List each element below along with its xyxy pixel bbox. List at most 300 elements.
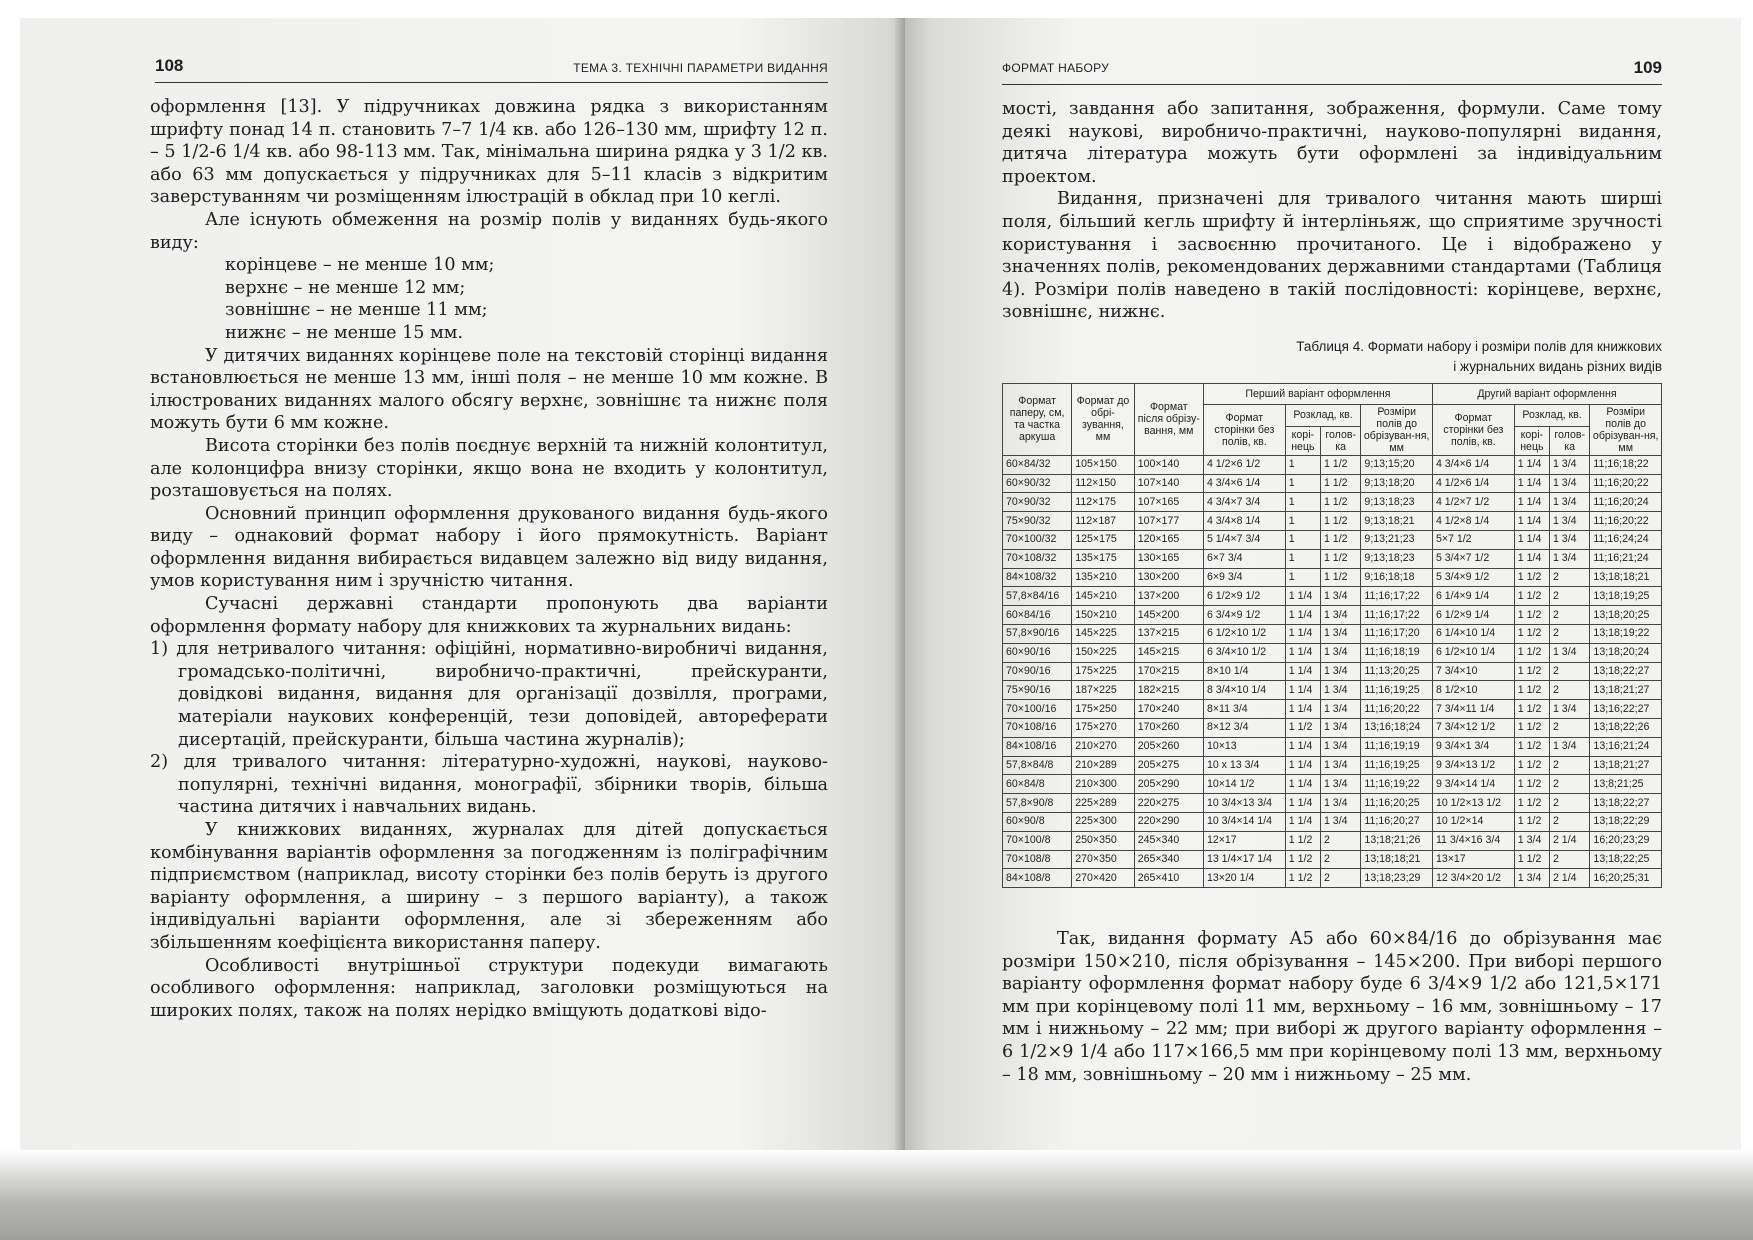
table-cell: 150×210 [1072, 606, 1134, 625]
table-cell: 5 3/4×7 1/2 [1432, 549, 1514, 568]
table-cell: 1 [1285, 455, 1320, 474]
table-cell: 1 1/4 [1285, 700, 1320, 719]
table-cell: 13;18;22;25 [1590, 850, 1662, 869]
table-cell: 11;16;19;25 [1361, 756, 1433, 775]
table-cell: 60×84/16 [1003, 606, 1072, 625]
table-cell: 9;13;18;20 [1361, 474, 1433, 493]
table-cell: 135×210 [1072, 568, 1134, 587]
table-cell: 1 1/4 [1285, 624, 1320, 643]
table-body [1003, 455, 1662, 887]
table-cell: 1 1/4 [1285, 606, 1320, 625]
table-cell: 4 1/2×7 1/2 [1432, 493, 1514, 512]
table-cell: 75×90/16 [1003, 681, 1072, 700]
table-cell: 1 1/2 [1285, 718, 1320, 737]
table-cell: 1 1/4 [1285, 812, 1320, 831]
table-cell: 2 [1549, 662, 1589, 681]
table-cell: 4 1/2×6 1/4 [1432, 474, 1514, 493]
table-row [1003, 869, 1662, 888]
table-cell: 1 1/4 [1285, 587, 1320, 606]
table-cell: 11;16;17;20 [1361, 624, 1433, 643]
table-cell: 1 [1285, 530, 1320, 549]
left-page [20, 18, 915, 1168]
numbered-item: 1) для нетривалого читання: офіційні, нормативно-виробничі видання, громадсько-політичні, виробничо-практичні, прейскуранти, довідкові видання, видання для організації дозвілля, програми, матеріали наукових конференцій, тези доповідей, автореферати дисертацій, прейскуранти, більша частина журналів); [150, 639, 828, 750]
table-row [1003, 474, 1662, 493]
table-cell: 75×90/32 [1003, 512, 1072, 531]
table-cell: 135×175 [1072, 549, 1134, 568]
table-cell: 70×108/16 [1003, 718, 1072, 737]
table-cell: 6 1/4×9 1/4 [1432, 587, 1514, 606]
table-cell: 10 1/2×14 [1432, 812, 1514, 831]
column-header: Розклад, кв. [1285, 404, 1361, 426]
table-cell: 13 1/4×17 1/4 [1203, 850, 1285, 869]
table-cell: 1 1/2 [1320, 568, 1360, 587]
table-cell: 4 3/4×6 1/4 [1203, 474, 1285, 493]
table-cell: 13;18;18;21 [1361, 850, 1433, 869]
table-cell: 4 3/4×7 3/4 [1203, 493, 1285, 512]
list-item: зовнішнє – не менше 11 мм; [225, 300, 488, 321]
table-cell: 4 1/2×6 1/2 [1203, 455, 1285, 474]
table-cell: 107×140 [1134, 474, 1203, 493]
table-cell: 1 3/4 [1320, 606, 1360, 625]
table-cell: 5 1/4×7 3/4 [1203, 530, 1285, 549]
table-cell: 11 3/4×16 3/4 [1432, 831, 1514, 850]
table-cell: 170×240 [1134, 700, 1203, 719]
table-cell: 2 1/4 [1549, 869, 1589, 888]
table-cell: 5×7 1/2 [1432, 530, 1514, 549]
table-cell: 70×100/8 [1003, 831, 1072, 850]
table-cell: 130×200 [1134, 568, 1203, 587]
table-row [1003, 455, 1662, 474]
table-cell: 265×340 [1134, 850, 1203, 869]
column-header: голов-ка [1549, 426, 1589, 455]
table-cell: 9;13;21;23 [1361, 530, 1433, 549]
table-cell: 1 1/2 [1514, 587, 1549, 606]
table-cell: 112×150 [1072, 474, 1134, 493]
table-row [1003, 587, 1662, 606]
table-cell: 8×11 3/4 [1203, 700, 1285, 719]
table-cell: 13;18;22;27 [1590, 662, 1662, 681]
table-row [1003, 737, 1662, 756]
list-item: нижнє – не менше 15 мм. [225, 322, 464, 343]
table-cell: 11;16;19;22 [1361, 775, 1433, 794]
table-cell: 13;8;21;25 [1590, 775, 1662, 794]
table-cell: 9;13;18;23 [1361, 493, 1433, 512]
table-cell: 11;16;18;19 [1361, 643, 1433, 662]
table-cell: 11;16;20;22 [1361, 700, 1433, 719]
table-row [1003, 512, 1662, 531]
margin-list [225, 254, 828, 344]
table-cell: 1 1/4 [1514, 474, 1549, 493]
table-cell: 1 [1285, 568, 1320, 587]
table-row [1003, 568, 1662, 587]
table-cell: 13;18;19;22 [1590, 624, 1662, 643]
table-cell: 137×200 [1134, 587, 1203, 606]
table-cell: 1 [1285, 549, 1320, 568]
table-cell: 112×187 [1072, 512, 1134, 531]
table-cell: 105×150 [1072, 455, 1134, 474]
column-header: Формат до обрі-зування, мм [1072, 384, 1134, 456]
table-cell: 2 [1549, 812, 1589, 831]
table-cell: 2 [1549, 681, 1589, 700]
table-cell: 57,8×90/16 [1003, 624, 1072, 643]
table-cell: 187×225 [1072, 681, 1134, 700]
numbered-item: 2) для тривалого читання: літературно-художні, наукові, науково-популярні, технічні видання, монографії, збірники творів, більша частина дитячих і навчальних видань. [150, 752, 828, 818]
table-cell: 1 1/2 [1514, 643, 1549, 662]
table-cell: 2 [1549, 775, 1589, 794]
table-cell: 1 3/4 [1320, 624, 1360, 643]
table-cell: 1 1/4 [1285, 737, 1320, 756]
table-cell: 1 3/4 [1549, 549, 1589, 568]
table-cell: 10 x 13 3/4 [1203, 756, 1285, 775]
table-cell: 1 1/2 [1285, 869, 1320, 888]
table-cell: 60×90/8 [1003, 812, 1072, 831]
paragraph: Сучасні державні стандарти пропонують два варіанти оформлення формату набору для книжкових та журнальних видань: [150, 594, 828, 637]
table-row [1003, 681, 1662, 700]
table-row [1003, 850, 1662, 869]
table-cell: 11;13;20;25 [1361, 662, 1433, 681]
paragraph: У книжкових виданнях, журналах для дітей допускається комбінування варіантів оформлення за погодженням із поліграфічним підприємством (наприклад, висоту сторінки без полів беруть із другого варіанту оформлення, а ширину – з першого варіанту), а також індивідуальні варіанти оформлення, але зі збереженням або збільшенням коефіцієнта використання паперу. [150, 820, 828, 953]
left-body-text [150, 96, 828, 1022]
table-cell: 10 3/4×13 3/4 [1203, 794, 1285, 813]
table-cell: 4 3/4×8 1/4 [1203, 512, 1285, 531]
table-cell: 1 1/2 [1514, 812, 1549, 831]
table-cell: 8 3/4×10 1/4 [1203, 681, 1285, 700]
table-cell: 130×165 [1134, 549, 1203, 568]
table-cell: 13;18;21;26 [1361, 831, 1433, 850]
table-cell: 70×100/32 [1003, 530, 1072, 549]
table-cell: 1 [1285, 474, 1320, 493]
table-row [1003, 549, 1662, 568]
table-cell: 220×275 [1134, 794, 1203, 813]
table-cell: 13;18;22;26 [1590, 718, 1662, 737]
table-cell: 60×90/16 [1003, 643, 1072, 662]
table-cell: 9 3/4×13 1/2 [1432, 756, 1514, 775]
table-cell: 2 [1549, 624, 1589, 643]
table-row [1003, 643, 1662, 662]
paragraph: Але існують обмеження на розмір полів у виданнях будь-якого виду: [150, 209, 828, 253]
table-cell: 13×20 1/4 [1203, 869, 1285, 888]
list-item: верхнє – не менше 12 мм; [225, 277, 466, 298]
table-cell: 1 3/4 [1320, 718, 1360, 737]
table-cell: 210×289 [1072, 756, 1134, 775]
format-table [1002, 383, 1662, 888]
table-cell: 1 1/4 [1285, 681, 1320, 700]
table-cell: 9;13;15;20 [1361, 455, 1433, 474]
table-cell: 100×140 [1134, 455, 1203, 474]
table-cell: 1 1/4 [1285, 756, 1320, 775]
table-cell: 84×108/8 [1003, 869, 1072, 888]
table-cell: 250×350 [1072, 831, 1134, 850]
table-cell: 1 1/2 [1514, 718, 1549, 737]
table-cell: 16;20;25;31 [1590, 869, 1662, 888]
table-cell: 13;18;20;25 [1590, 606, 1662, 625]
table-cell: 11;16;24;24 [1590, 530, 1662, 549]
table-cell: 220×290 [1134, 812, 1203, 831]
table-cell: 70×108/8 [1003, 850, 1072, 869]
table-cell: 7 3/4×10 [1432, 662, 1514, 681]
table-cell: 13;18;20;24 [1590, 643, 1662, 662]
table-cell: 1 1/2 [1514, 850, 1549, 869]
paragraph: оформлення [13]. У підручниках довжина рядка з використанням шрифту понад 14 п. становить 7–7 1/4 кв. або 126–130 мм, шрифту 12 п. – 5 1/2-6 1/4 кв. або 98-113 мм. Так, мінімальна ширина рядка у 3 1/2 кв. або 63 мм допускається у підручниках для 5–11 класів з відкритим заверстуванням чи розміщенням ілюстрацій в обклад при 10 кеглі. [150, 97, 828, 208]
right-body-text-bottom [1002, 928, 1662, 1086]
table-cell: 270×420 [1072, 869, 1134, 888]
header-rule [155, 82, 828, 83]
table-cell: 11;16;17;22 [1361, 587, 1433, 606]
table-cell: 1 1/2 [1320, 493, 1360, 512]
table-cell: 2 [1549, 587, 1589, 606]
paragraph: Видання, призначені для тривалого читання мають ширші поля, більший кегль шрифту й інтерліньяж, що сприятиме зручності користування і засвоєнню прочитаного. Це і відображено у значеннях полів, рекомендованих державними стандартами (Таблиця 4). Розміри полів наведено в такій послідовності: корінцеве, верхнє, зовнішнє, нижнє. [1002, 189, 1662, 323]
caption-line: і журнальних видань різних видів [1453, 359, 1662, 374]
table-cell: 11;16;17;22 [1361, 606, 1433, 625]
paragraph: мості, завдання або запитання, зображення, формули. Саме тому деякі наукові, виробничо-практичні, науково-популярні видання, дитяча література можуть бути оформлені за індивідуальним проектом. [1002, 99, 1662, 187]
table-cell: 11;16;20;24 [1590, 493, 1662, 512]
right-running-head: ФОРМАТ НАБОРУ [1002, 61, 1110, 75]
table-cell: 1 1/2 [1285, 850, 1320, 869]
table-caption [1002, 337, 1662, 377]
column-header: корі-нець [1514, 426, 1549, 455]
table-cell: 1 1/4 [1514, 530, 1549, 549]
table-cell: 1 1/2 [1285, 831, 1320, 850]
table-row [1003, 700, 1662, 719]
table-cell: 1 3/4 [1514, 869, 1549, 888]
column-header: Розклад, кв. [1514, 404, 1590, 426]
table-cell: 9;13;18;23 [1361, 549, 1433, 568]
table-cell: 7 3/4×12 1/2 [1432, 718, 1514, 737]
table-cell: 6 1/2×10 1/4 [1432, 643, 1514, 662]
table-cell: 2 1/4 [1549, 831, 1589, 850]
table-cell: 1 1/2 [1514, 700, 1549, 719]
column-group-header: Перший варіант оформлення [1203, 384, 1432, 405]
table-cell: 2 [1549, 606, 1589, 625]
table-cell: 182×215 [1134, 681, 1203, 700]
table-cell: 6 1/2×10 1/2 [1203, 624, 1285, 643]
table-cell: 13;18;19;25 [1590, 587, 1662, 606]
table-cell: 1 3/4 [1549, 700, 1589, 719]
table-row [1003, 662, 1662, 681]
table-cell: 13;18;21;27 [1590, 756, 1662, 775]
table-cell: 70×90/32 [1003, 493, 1072, 512]
table-cell: 1 3/4 [1320, 775, 1360, 794]
table-cell: 1 3/4 [1549, 512, 1589, 531]
table-cell: 1 1/2 [1320, 455, 1360, 474]
right-page-number: 109 [1633, 58, 1662, 77]
column-header: голов-ка [1320, 426, 1360, 455]
table-cell: 84×108/32 [1003, 568, 1072, 587]
table-cell: 10 3/4×14 1/4 [1203, 812, 1285, 831]
left-page-number: 108 [155, 56, 184, 75]
table-cell: 1 3/4 [1320, 643, 1360, 662]
table-cell: 13;18;22;29 [1590, 812, 1662, 831]
table-cell: 205×290 [1134, 775, 1203, 794]
table-cell: 70×108/32 [1003, 549, 1072, 568]
table-cell: 1 3/4 [1320, 756, 1360, 775]
table-cell: 60×90/32 [1003, 474, 1072, 493]
table-cell: 13;16;22;27 [1590, 700, 1662, 719]
table-cell: 1 3/4 [1320, 662, 1360, 681]
table-cell: 2 [1549, 756, 1589, 775]
paragraph: Особливості внутрішньої структури подекуди вимагають особливого оформлення: наприклад, заголовки розміщуються на широких полях, також на полях нерідко вміщують додаткові відо- [150, 955, 828, 1021]
table-cell: 150×225 [1072, 643, 1134, 662]
table-cell: 1 1/2 [1514, 662, 1549, 681]
table-cell: 7 3/4×11 1/4 [1432, 700, 1514, 719]
table-cell: 1 3/4 [1320, 587, 1360, 606]
table-cell: 57,8×90/8 [1003, 794, 1072, 813]
table-row [1003, 493, 1662, 512]
table-cell: 11;16;20;27 [1361, 812, 1433, 831]
table-cell: 1 1/4 [1514, 549, 1549, 568]
table-row [1003, 718, 1662, 737]
table-cell: 1 1/2 [1320, 549, 1360, 568]
table-cell: 112×175 [1072, 493, 1134, 512]
table-cell: 10×14 1/2 [1203, 775, 1285, 794]
table-cell: 107×165 [1134, 493, 1203, 512]
table-cell: 9;13;18;21 [1361, 512, 1433, 531]
table-cell: 270×350 [1072, 850, 1134, 869]
table-cell: 1 1/2 [1514, 681, 1549, 700]
table-cell: 225×300 [1072, 812, 1134, 831]
table-cell: 11;16;20;25 [1361, 794, 1433, 813]
paragraph: Так, видання формату А5 або 60×84/16 до обрізування має розміри 150×210, після обрізування – 145×200. При виборі першого варіанту оформлення формат набору буде 6 3/4×9 1/2 або 121,5×171 мм при корінцевому полі 11 мм, верхньому – 16 мм, зовнішньому – 17 мм і нижньому – 22 мм; при виборі ж другого варіанту оформлення – 6 1/2×9 1/4 або 117×166,5 мм при корінцевому полі 13 мм, верхньому – 18 мм, зовнішньому – 20 мм і нижньому – 25 мм. [1002, 929, 1662, 1085]
table-cell: 5 3/4×9 1/2 [1432, 568, 1514, 587]
table-cell: 13;16;18;24 [1361, 718, 1433, 737]
table-cell: 1 1/4 [1285, 643, 1320, 662]
table-cell: 1 3/4 [1320, 700, 1360, 719]
table-cell: 11;16;18;22 [1590, 455, 1662, 474]
table-row [1003, 831, 1662, 850]
table-cell: 205×275 [1134, 756, 1203, 775]
caption-line: Таблиця 4. Формати набору і розміри полів для книжкових [1296, 339, 1662, 354]
table-cell: 145×210 [1072, 587, 1134, 606]
table-row [1003, 775, 1662, 794]
table-cell: 1 3/4 [1320, 681, 1360, 700]
table-cell: 2 [1320, 850, 1360, 869]
table-cell: 84×108/16 [1003, 737, 1072, 756]
table-cell: 70×100/16 [1003, 700, 1072, 719]
table-cell: 6 1/4×10 1/4 [1432, 624, 1514, 643]
table-cell: 1 3/4 [1320, 812, 1360, 831]
table-cell: 1 1/2 [1514, 794, 1549, 813]
table-cell: 1 3/4 [1549, 737, 1589, 756]
table-cell: 10×13 [1203, 737, 1285, 756]
table-cell: 2 [1549, 850, 1589, 869]
table-cell: 16;20;23;29 [1590, 831, 1662, 850]
table-cell: 2 [1320, 869, 1360, 888]
table-cell: 145×215 [1134, 643, 1203, 662]
table-cell: 1 1/2 [1514, 624, 1549, 643]
table-cell: 1 [1285, 512, 1320, 531]
table-cell: 13×17 [1432, 850, 1514, 869]
table-cell: 6 1/2×9 1/4 [1432, 606, 1514, 625]
table-cell: 175×270 [1072, 718, 1134, 737]
table-cell: 205×260 [1134, 737, 1203, 756]
right-body-text-top [1002, 98, 1662, 324]
table-cell: 1 1/2 [1514, 775, 1549, 794]
table-cell: 145×200 [1134, 606, 1203, 625]
column-header: Розміри полів до обрізуван-ня, мм [1361, 404, 1433, 455]
table-cell: 13;18;22;27 [1590, 794, 1662, 813]
table-cell: 12 3/4×20 1/2 [1432, 869, 1514, 888]
table-cell: 120×165 [1134, 530, 1203, 549]
column-header: корі-нець [1285, 426, 1320, 455]
paragraph: Висота сторінки без полів поєднує верхній та нижній колонтитул, але колонцифра внизу сторінки, якщо вона не входить у колонтитул, розташовується на полях. [150, 435, 828, 502]
table-cell: 1 3/4 [1320, 794, 1360, 813]
list-item: корінцеве – не менше 10 мм; [225, 255, 495, 276]
table-cell: 11;16;19;25 [1361, 681, 1433, 700]
table-cell: 1 1/2 [1320, 512, 1360, 531]
table-cell: 1 3/4 [1549, 455, 1589, 474]
table-cell: 13;18;21;27 [1590, 681, 1662, 700]
table-cell: 10 1/2×13 1/2 [1432, 794, 1514, 813]
scan-bottom-edge [0, 1150, 1753, 1240]
table-cell: 9 3/4×14 1/4 [1432, 775, 1514, 794]
header-rule [1002, 84, 1662, 85]
table-cell: 60×84/32 [1003, 455, 1072, 474]
table-cell: 210×300 [1072, 775, 1134, 794]
table-cell: 1 3/4 [1320, 737, 1360, 756]
column-header: Формат паперу, см, та частка аркуша [1003, 384, 1072, 456]
table-cell: 70×90/16 [1003, 662, 1072, 681]
table-cell: 13;18;23;29 [1361, 869, 1433, 888]
table-cell: 1 3/4 [1549, 493, 1589, 512]
table-cell: 11;16;19;19 [1361, 737, 1433, 756]
column-header: Розміри полів до обрізуван-ня, мм [1590, 404, 1662, 455]
table-cell: 1 1/2 [1514, 756, 1549, 775]
paragraph: У дитячих виданнях корінцеве поле на текстовій сторінці видання встановлюється не менше 13 мм, інші поля – не менше 10 мм кожне. В ілюстрованих виданнях малого обсягу верхнє, зовнішнє та нижнє поля можуть бути 6 мм кожне. [150, 345, 828, 434]
table-cell: 1 1/2 [1320, 530, 1360, 549]
table-cell: 210×270 [1072, 737, 1134, 756]
table-cell: 60×84/8 [1003, 775, 1072, 794]
table-cell: 1 1/4 [1514, 512, 1549, 531]
column-header: Формат сторінки без полів, кв. [1203, 404, 1285, 455]
table-cell: 1 1/2 [1514, 737, 1549, 756]
table-cell: 175×250 [1072, 700, 1134, 719]
table-cell: 57,8×84/8 [1003, 756, 1072, 775]
table-row [1003, 756, 1662, 775]
table-cell: 1 1/2 [1514, 606, 1549, 625]
column-header: Формат після обрізу-вання, мм [1134, 384, 1203, 456]
table-row [1003, 624, 1662, 643]
table-cell: 245×340 [1134, 831, 1203, 850]
table-cell: 8×12 3/4 [1203, 718, 1285, 737]
column-group-header: Другий варіант оформлення [1432, 384, 1661, 405]
table-cell: 1 3/4 [1549, 643, 1589, 662]
table-cell: 11;16;20;22 [1590, 474, 1662, 493]
table-cell: 1 1/2 [1320, 474, 1360, 493]
paragraph: Основний принцип оформлення друкованого видання будь-якого виду – однаковий формат набору і його прямокутність. Варіант оформлення видання вибирається видавцем залежно від виду видання, умов користування ним і зручністю читання. [150, 503, 828, 592]
table-cell: 4 3/4×6 1/4 [1432, 455, 1514, 474]
table-cell: 6×7 3/4 [1203, 549, 1285, 568]
table-cell: 1 [1285, 493, 1320, 512]
table-cell: 265×410 [1134, 869, 1203, 888]
table-cell: 11;16;20;22 [1590, 512, 1662, 531]
table-cell: 12×17 [1203, 831, 1285, 850]
table-cell: 137×215 [1134, 624, 1203, 643]
table-row [1003, 812, 1662, 831]
table-cell: 1 1/4 [1285, 662, 1320, 681]
table-row [1003, 606, 1662, 625]
table-cell: 1 1/4 [1285, 775, 1320, 794]
right-page [905, 18, 1741, 1168]
table-cell: 8 1/2×10 [1432, 681, 1514, 700]
table-cell: 9;16;18;18 [1361, 568, 1433, 587]
table-cell: 6 3/4×9 1/2 [1203, 606, 1285, 625]
table-cell: 170×260 [1134, 718, 1203, 737]
table-cell: 1 1/4 [1514, 493, 1549, 512]
table-cell: 4 1/2×8 1/4 [1432, 512, 1514, 531]
table-cell: 1 3/4 [1514, 831, 1549, 850]
table-cell: 11;16;21;24 [1590, 549, 1662, 568]
table-row [1003, 530, 1662, 549]
